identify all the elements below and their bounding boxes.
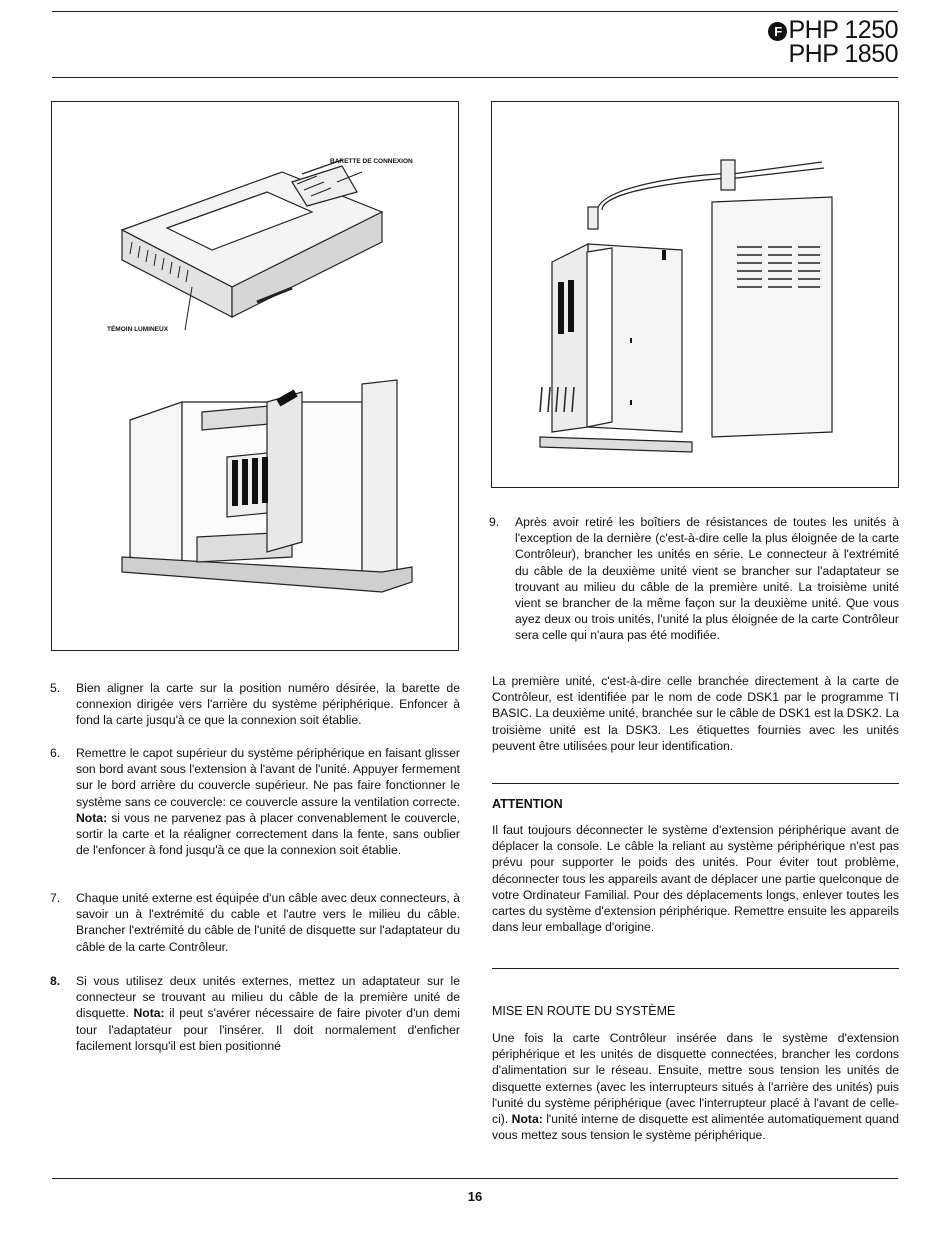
figure-right (491, 101, 899, 488)
instruction-item-9 (489, 514, 899, 644)
footer-rule (52, 1178, 898, 1179)
item-number: 9. (489, 515, 500, 529)
item-number: 6. (50, 746, 61, 760)
item-number: 8. (50, 974, 61, 988)
top-rule (52, 11, 898, 12)
item-number: 7. (50, 891, 61, 905)
nota-label: Nota: (133, 1006, 165, 1021)
illustration-controller-card (52, 102, 458, 650)
item-text: Après avoir retiré les boîtiers de résistances de toutes les unités à l'exception de la dernière (c'est-à-dire celle la plus éloignée de la carte Contrôleur), brancher les unités en série. Le connecteur à l'extrémité du câble de la deuxième unité vient se brancher sur l'adaptateur se trouvant au milieu du câble de la première unité. La troisième unité vient se brancher de la même façon sur la deuxième unité. Que vous ayez deux ou trois unités, l'unité la plus éloignée de la carte Contrôleur sera celle qui n'aura pas été modifiée. (515, 515, 899, 643)
illustration-disk-drives-chain (492, 102, 898, 487)
model-name-1: PHP 1250 (788, 16, 898, 44)
startup-text-cont: l'unité interne de disquette est alimentée automatiquement quand vous mettez sous tension le système périphérique. (492, 1112, 899, 1143)
figure-left (51, 101, 459, 651)
page-number: 16 (467, 1189, 483, 1204)
model-line-2: PHP 1850 (788, 40, 898, 68)
item-text-cont: il peut s'avérer nécessaire de faire pivoter d'un demi tour l'adaptateur pour l'insérer. Il doit normalement d'enficher facilement lorsqu'il est bien positionné (76, 1006, 460, 1053)
attention-top-rule (492, 783, 899, 784)
item-text: Si vous utilisez deux unités externes, mettez un adaptateur sur le connecteur se trouvant au milieu du câble de la première unité de disquette. (76, 974, 460, 1021)
attention-bottom-rule (492, 968, 899, 969)
item-text: Chaque unité externe est équipée d'un câble avec deux connecteurs, à savoir un à l'extrémité du cable et l'autre vers le milieu du câble. Brancher l'extrémité du câble de l'unité de disquette sur l'adaptateur du câble de la carte Contrôleur. (76, 891, 460, 954)
instruction-item-6 (50, 745, 460, 858)
attention-heading: ATTENTION (492, 797, 563, 811)
item-text: Bien aligner la carte sur la position numéro désirée, la barette de connexion dirigée vers l'arrière du système périphérique. Enfoncer à fond la carte jusqu'à ce que la connexion soit établie. (76, 681, 460, 728)
startup-heading: MISE EN ROUTE DU SYSTÈME (492, 1004, 676, 1018)
item-text: Remettre le capot supérieur du système périphérique en faisant glisser son bord avant sous l'extension à l'avant de l'unité. Appuyer fermement sur le bord arrière du couvercle supérieur. Ne pas faire fonctionner le système sans ce couvercle: ce couvercle assure la ventilation correcte. (76, 746, 460, 809)
startup-text-main: Une fois la carte Contrôleur insérée dans le système d'extension périphérique et les unités de disquette connectées, brancher les cordons d'alimentation sur le réseau. Ensuite, mettre sous tension les unités de disquette externes (avec les interrupteurs situés à l'arrière des unités) puis l'unité du système périphérique (avec l'interrupteur placé à l'avant de celle-ci). (492, 1031, 899, 1127)
attention-text: Il faut toujours déconnecter le système d'extension périphérique avant de déplacer la console. Le câble la reliant au système périphérique n'est pas prévu pour supporter le poids des unités. Pour éviter tout problème, déconnecter tous les appareils avant de déplacer une partie quelconque de votre Ordinateur Familial. Pour des déplacements longs, enlever toutes les cartes du système d'extension périphérique. Remettre ensuite les appareils dans leur emballage d'origine. (492, 823, 899, 935)
instruction-item-8 (50, 973, 460, 1054)
language-badge-icon: F (768, 22, 787, 41)
paragraph-dsk-naming: La première unité, c'est-à-dire celle branchée directement à la carte de Contrôleur, est identifiée par le nom de code DSK1 par le programme TI BASIC. La deuxième unité, branchée sur le câble de DSK1 est la DSK2. La troisième unité est la DSK3. Les étiquettes fournies avec les unités peuvent être utilisées pour leur identification. (492, 674, 899, 753)
nota-label: Nota: (76, 810, 108, 825)
startup-text (492, 1030, 899, 1143)
item-text-cont: si vous ne parvenez pas à placer convenablement le couvercle, sortir la carte et la réaligner correctement dans la fente, sans oublier de l'enfoncer à fond jusqu'à ce que la connexion soit établie. (76, 810, 460, 858)
model-header (768, 18, 898, 66)
header-rule (52, 77, 898, 78)
label-connector: BARETTE DE CONNEXION (330, 158, 413, 165)
item-number: 5. (50, 681, 61, 695)
model-line-1 (768, 18, 898, 42)
nota-label: Nota: (511, 1112, 543, 1127)
label-indicator-light: TÉMOIN LUMINEUX (107, 326, 169, 333)
instruction-item-7 (50, 890, 460, 955)
instruction-item-5 (50, 680, 460, 729)
